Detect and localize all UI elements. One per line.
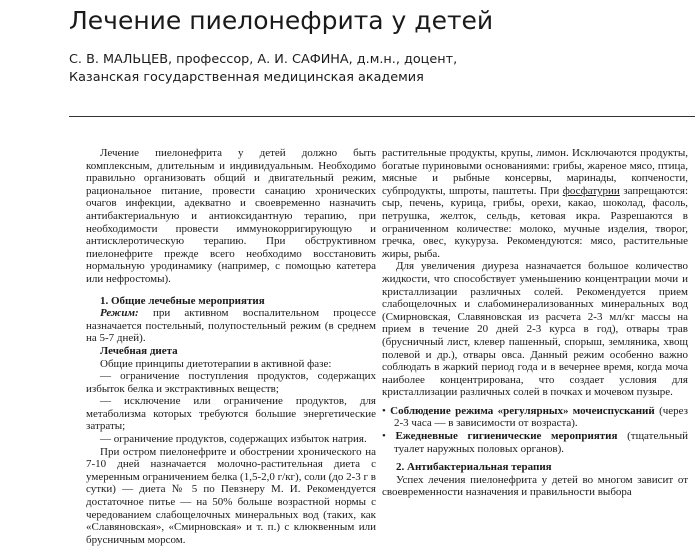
diet-item: — ограничение поступления продуктов, содержащих избыток белка и экстрактивных веществ; <box>86 370 376 395</box>
antibacterial-paragraph: Успех лечения пиелонефрита у детей во многом зависит от своевременности назначения и правильности выбора <box>382 473 688 499</box>
diet-item: — исключение или ограничение продуктов, для метаболизма которых требуются большие энергетические затраты; <box>86 395 376 433</box>
regime-text: при активном воспалительном процессе назначается постельный, полупостельный режим (в среднем на 5-7 дней). <box>86 307 376 345</box>
affiliation-line: Казанская государственная медицинская академия <box>69 70 424 85</box>
diet-item: — ограничение продуктов, содержащих избыток натрия. <box>100 433 367 446</box>
regime-paragraph <box>86 307 376 345</box>
right-column <box>382 147 688 503</box>
article-title: Лечение пиелонефрита у детей <box>69 6 494 35</box>
authors-line: С. В. МАЛЬЦЕВ, профессор, А. И. САФИНА, д.м.н., доцент, <box>69 52 458 67</box>
bullet-urination-regime: • Соблюдение режима «регулярных» мочеиспусканий (через 2-3 часа — в зависимости от возраста). <box>382 404 689 430</box>
bullet-hygiene: • Ежедневные гигиенические мероприятия (тщательный туалет наружных половых органов). <box>382 430 688 455</box>
purine-restrictions-paragraph: растительные продукты, крупы, лимон. Исключаются продукты, богатые пуриновыми основаниями: грибы, жареное мясо, птица, мясные и рыбные консервы, маринады, копчености, субпродукты, шпроты, паштеты. При фосфатурии запрещаются: сыр, печень, курица, грибы, орехи, какао, шоколад, фасоль, петрушка, желток, сельдь, кетовая икра. Разрешаются в ограниченном количестве: молоко, мучные изделия, творог, гречка, овес, кукуруза. Рекомендуются: мясо, растительные жиры, рыба. <box>382 147 689 260</box>
section-heading-antibacterial: 2. Антибактериальная терапия <box>396 461 552 474</box>
left-column <box>86 147 376 546</box>
diuresis-paragraph: Для увеличения диуреза назначается большое количество жидкости, что способствует уменьшению концентрации мочи и кристаллизации различных солей. Рекомендуется прием слабощелочных и слабоминерализованных минеральных вод (Смирновская, Славяновская из расчета 2-3 мл/кг массы на прием в течение 20 дней 2-3 курса в год), отвары трав (брусничный лист, клевер пашенный, спорыш, земляника, хвощ полевой и др.), отвары овса. Данный режим особенно важно соблюдать в жаркий период года и в вечернее время, когда моча наиболее концентрирована, что создает условия для кристаллизации различных солей в почках и мочевом пузыре. <box>382 260 688 399</box>
diet-intro: Общие принципы диетотерапии в активной фазе: <box>100 357 332 370</box>
intro-paragraph: Лечение пиелонефрита у детей должно быть комплексным, длительным и индивидуальным. Необходимо правильно организовать общий и двигательный режим, рациональное питание, провести санацию хронических очагов инфекции, адекватно и своевременно назначить антибактериальную и антиоксидантную терапию, при необходимости провести иммунокорригирующую и антисклеротическую терапию. При обструктивном пиелонефрите прежде всего необходимо восстановить нормальную уродинамику (например, с помощью катетера или нефростомы). <box>86 147 376 285</box>
header-divider <box>69 116 695 117</box>
section-heading-general-measures: 1. Общие лечебные мероприятия <box>100 294 265 307</box>
phosphaturia-link[interactable]: фосфатурии <box>562 184 620 197</box>
diet-heading: Лечебная диета <box>100 344 178 357</box>
article-byline <box>69 51 457 87</box>
regime-label: Режим: <box>100 307 139 320</box>
acute-diet-paragraph: При остром пиелонефрите и обострении хронического на 7-10 дней назначается молочно-растительная диета с умеренным ограничением белка (1,5-2,0 г/кг), соли (до 2-3 г в сутки) — диета № 5 по Певзнеру М. И. Рекомендуется достаточное питье — на 50% больше возрастной нормы с чередованием слабощелочных минеральных вод (таких, как «Славяновская», «Смирновская» и т. п.) с клюквенным или брусничным морсом. <box>86 445 376 546</box>
